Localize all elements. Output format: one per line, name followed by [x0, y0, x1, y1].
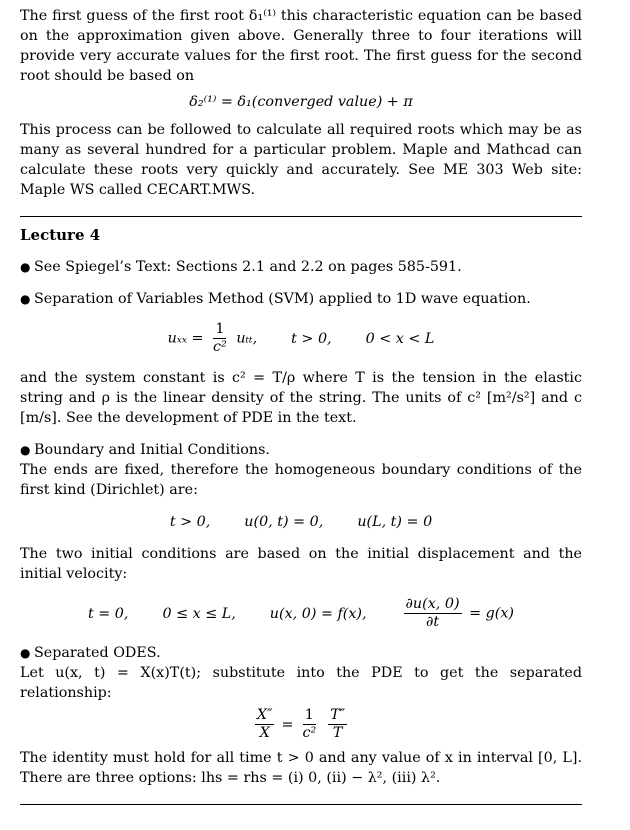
ic-velocity — [401, 596, 514, 631]
equation-wave — [20, 321, 582, 356]
ic-velocity-fraction — [404, 596, 462, 631]
bc-time: t > 0, — [169, 514, 211, 530]
paragraph-identity: The identity must hold for all time t > 0 and any value of x in interval [0, L]. There are three options: lhs = rhs = (i) 0, (ii) − λ², (iii) λ². — [20, 750, 582, 786]
bullet-icon: ● — [20, 260, 31, 274]
bc-right: u(L, t) = 0 — [357, 514, 433, 530]
wave-eq-main — [168, 321, 258, 356]
bullet-icon: ● — [20, 646, 31, 660]
bullet-spiegel-text: See Spiegel’s Text: Sections 2.1 and 2.2 on pages 585-591. — [34, 259, 462, 275]
bullet-svm — [20, 289, 582, 309]
bullet-icon: ● — [20, 443, 31, 457]
ic-frac-num: ∂u(x, 0) — [405, 596, 460, 612]
sep-frac-c-den: c² — [302, 725, 317, 741]
bullet-spiegel — [20, 257, 582, 277]
paragraph-dirichlet: The ends are fixed, therefore the homogeneous boundary conditions of the first kind (Dirichlet) are: — [20, 462, 582, 498]
section-divider-top — [20, 216, 582, 217]
sep-frac-t — [328, 707, 347, 742]
equation-separated — [20, 707, 582, 742]
ic-domain: 0 ≤ x ≤ L, — [162, 605, 236, 622]
equation-second-root-guess: δ₂⁽¹⁾ = δ₁(converged value) + π — [189, 94, 413, 110]
paragraph-system-constant: and the system constant is c² = T/ρ where T is the tension in the elastic string and ρ is the linear density of the string. The units of c² [m²/s²] and c [m/s]. See the development of PDE in the text. — [20, 370, 582, 426]
bullet-separated — [20, 643, 582, 663]
sep-frac-c-num: 1 — [304, 707, 314, 723]
equation-boundary-conditions — [20, 512, 582, 532]
bullet-separated-text: Separated ODES. — [34, 645, 161, 661]
paragraph-initial-conditions: The two initial conditions are based on the initial displacement and the initial velocity: — [20, 546, 582, 582]
bullet-boundary — [20, 440, 582, 460]
wave-eq-cond-space: 0 < x < L — [365, 330, 435, 347]
section-divider-bottom — [20, 804, 582, 805]
wave-eq-fraction — [211, 321, 229, 356]
sep-equals: = — [281, 716, 294, 733]
wave-eq-cond-time: t > 0, — [291, 330, 332, 347]
sep-frac-x — [255, 707, 275, 742]
sep-frac-x-num: X″ — [256, 707, 273, 723]
paragraph-process: This process can be followed to calculate all required roots which may be as many as several hundred for a particular problem. Maple and Mathcad can calculate these roots very quickly and accurately. See ME 303 Web site: Maple WS called CECART.MWS. — [20, 122, 582, 198]
bullet-boundary-text: Boundary and Initial Conditions. — [34, 442, 270, 458]
ic-time: t = 0, — [87, 605, 129, 622]
bc-left: u(0, t) = 0, — [244, 514, 324, 530]
wave-eq-frac-num: 1 — [215, 321, 225, 337]
ic-displacement: u(x, 0) = f(x), — [269, 605, 367, 622]
sep-frac-x-den: X — [259, 725, 270, 741]
wave-eq-rhs: uₜₜ, — [236, 330, 258, 347]
bullet-svm-text: Separation of Variables Method (SVM) applied to 1D wave equation. — [34, 291, 531, 307]
paragraph-let-u: Let u(x, t) = X(x)T(t); substitute into the PDE to get the separated relationship: — [20, 665, 582, 701]
sep-frac-t-den: T — [332, 725, 343, 741]
sep-frac-t-num: T″ — [330, 707, 346, 723]
wave-eq-lhs: uₓₓ = — [167, 330, 204, 347]
equation-initial-conditions — [20, 596, 582, 631]
bullet-icon: ● — [20, 292, 31, 306]
ic-velocity-rhs: = g(x) — [469, 605, 514, 622]
ic-frac-den: ∂t — [425, 614, 440, 630]
paragraph-first-root: The first guess of the first root δ₁⁽¹⁾ this characteristic equation can be based on the approximation given above. Generally three to four iterations will provide very accurate values for the first root. The first guess for the second root should be based on — [20, 8, 582, 84]
document-page — [20, 6, 582, 805]
sep-frac-c — [300, 707, 318, 742]
wave-eq-frac-den: c² — [213, 339, 227, 355]
lecture-heading: Lecture 4 — [20, 226, 101, 244]
